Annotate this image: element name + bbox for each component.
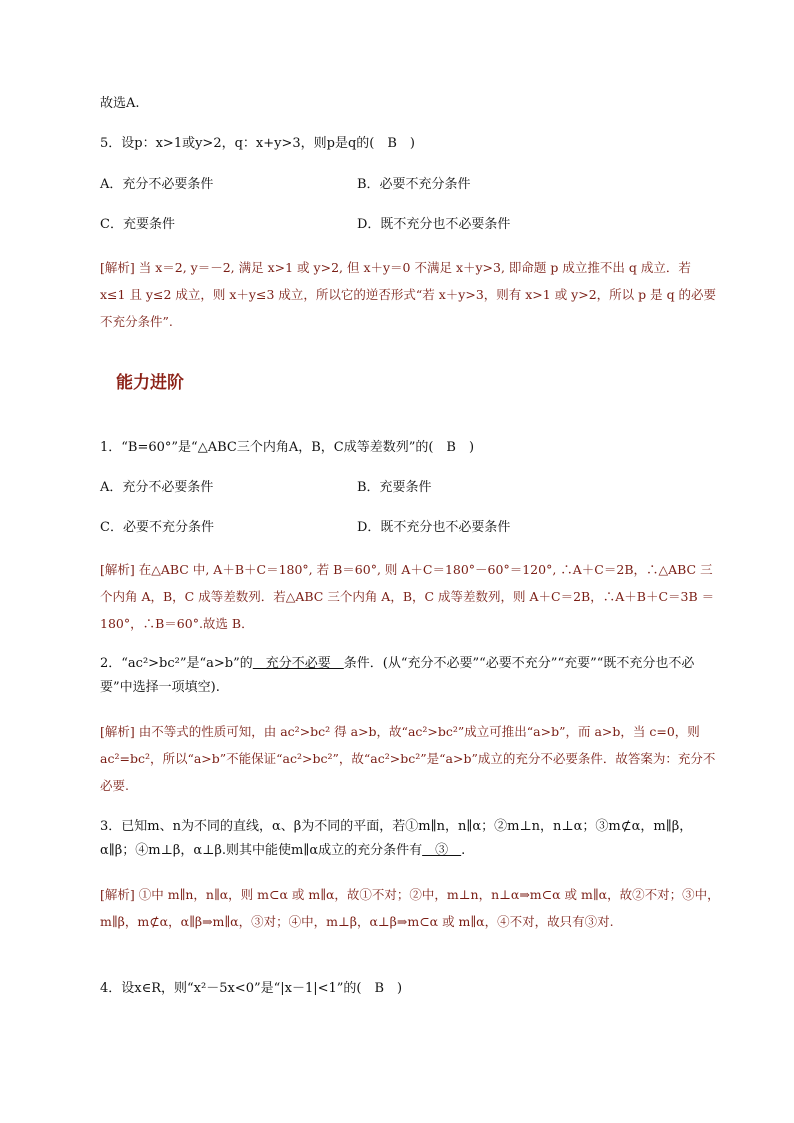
analysis-tag: [解析]: [100, 562, 135, 577]
p1-options-row-2: [100, 516, 720, 540]
p2-stem-pre: 2．“ac²>bc²”是“a>b”的: [100, 656, 253, 671]
q5-analysis-text: 当 x＝2, y＝－2, 满足 x>1 或 y>2, 但 x＋y＝0 不满足 x＋y>3, 即命题 p 成立推不出 q 成立．若 x≤1 且 y≤2 成立，则 x＋y≤3 成立，所以它的逆否形式“若 x＋y>3，则有 x>1 或 y>2，所以 p 是 q 的必要不充分条件”.: [100, 260, 717, 329]
p4-stem: 4．设x∈R，则“x²－5x<0”是“|x－1|<1”的( B ): [100, 981, 403, 996]
p3-stem-post: .: [461, 843, 466, 858]
p3-stem-pre: 3．已知m、n为不同的直线，α、β为不同的平面，若①m∥n，n∥α；②m⊥n，n⊥α；③m⊄α，m∥β，α∥β；④m⊥β，α⊥β.则其中能使m∥α成立的充分条件有: [100, 819, 693, 858]
p3-stem: [100, 815, 720, 863]
q5-stem: 5．设p：x>1或y>2，q：x+y>3，则p是q的( B ): [100, 136, 415, 151]
q5-analysis: [100, 254, 720, 335]
q5-option-d: D．既不充分也不必要条件: [357, 217, 511, 232]
analysis-tag: [解析]: [100, 887, 135, 902]
p1-option-d: D．既不充分也不必要条件: [357, 520, 511, 535]
q5-option-a: A．充分不必要条件: [100, 177, 214, 192]
analysis-tag: [解析]: [100, 260, 135, 275]
section-title: 能力进阶: [116, 373, 184, 393]
analysis-tag: [解析]: [100, 724, 135, 739]
p2-answer: 充分不必要: [252, 656, 344, 671]
p3-analysis: [100, 881, 720, 935]
previous-conclusion: 故选A.: [100, 96, 140, 111]
p1-analysis: [100, 556, 720, 637]
p2-stem: [100, 652, 720, 700]
p1-option-a: A．充分不必要条件: [100, 480, 214, 495]
p2-stem-post: 条件．(从“充分不必要”“必要不充分”“充要”“既不充分也不必要”中选择一项填空).: [100, 656, 695, 695]
p1-option-b: B．充要条件: [357, 480, 432, 495]
q5-option-c: C．充要条件: [100, 217, 175, 232]
q5-options-row-1: [100, 173, 720, 197]
p1-analysis-text: 在△ABC 中, A＋B＋C＝180°, 若 B＝60°, 则 A＋C＝180°－60°＝120°, ∴A＋C＝2B，∴△ABC 三个内角 A，B，C 成等差数列．若△ABC 三个内角 A，B，C 成等差数列，则 A＋C＝2B，∴A＋B＋C＝3B ＝180°，∴B＝60°.故选 B．: [100, 562, 715, 631]
p1-stem: 1．“B=60°”是“△ABC三个内角A，B，C成等差数列”的( B ): [100, 440, 475, 455]
p1-options-row-1: [100, 476, 720, 500]
q5-options-row-2: [100, 213, 720, 237]
q5-option-b: B．必要不充分条件: [357, 177, 471, 192]
p1-option-c: C．必要不充分条件: [100, 520, 214, 535]
p3-analysis-text: ①中 m∥n，n∥α，则 m⊂α 或 m∥α，故①不对；②中，m⊥n，n⊥α⇒m⊂α 或 m∥α，故②不对；③中，m∥β，m⊄α，α∥β⇒m∥α，③对；④中，m⊥β，α⊥β⇒m⊂α 或 m∥α，④不对，故只有③对.: [100, 887, 720, 929]
p2-analysis: [100, 718, 720, 799]
p2-analysis-text: 由不等式的性质可知，由 ac²>bc² 得 a>b，故“ac²>bc²”成立可推出“a>b”，而 a>b，当 c=0，则 ac²=bc²，所以“a>b”不能保证“ac²>bc²”，故“ac²>bc²”是“a>b”成立的充分不必要条件．故答案为：充分不必要.: [100, 724, 716, 793]
p3-answer: ③: [422, 843, 462, 858]
